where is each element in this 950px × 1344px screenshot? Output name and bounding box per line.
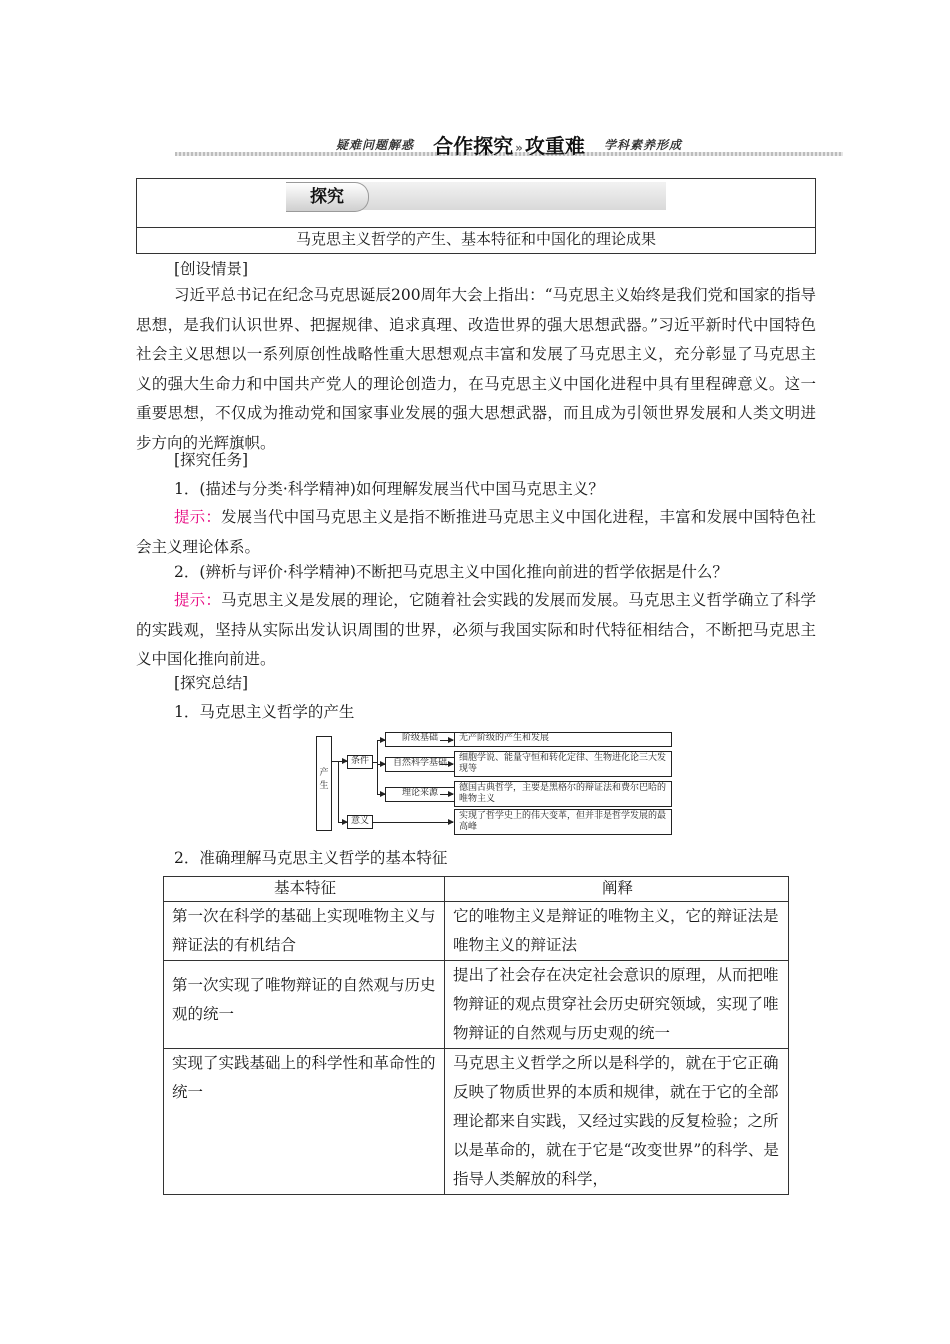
diagram-arrow — [338, 822, 347, 823]
diagram-science-basis-desc: 细胞学说、能量守恒和转化定律、生物进化论三大发现等 — [454, 751, 672, 777]
origin-diagram — [316, 729, 676, 835]
features-table — [163, 876, 789, 1195]
diagram-theory-source-box: 理论来源 — [385, 787, 455, 802]
diagram-theory-source-desc: 德国古典哲学，主要是黑格尔的辩证法和费尔巴哈的唯物主义 — [454, 781, 672, 807]
task-answer-2 — [136, 586, 816, 675]
diagram-meaning-desc: 实现了哲学史上的伟大变革，但并非是哲学发展的最高峰 — [454, 809, 672, 835]
summary-point-2: 2．准确理解马克思主义哲学的基本特征 — [174, 849, 448, 867]
hint-text-2: 马克思主义是发展的理论，它随着社会实践的发展而发展。马克思主义哲学确立了科学的实践观，坚持从实际出发认识周围的世界，必须与我国实际和时代特征相结合，不断把马克思主义中国化推向前进。 — [136, 591, 816, 668]
diagram-meaning-box: 意义 — [347, 815, 373, 829]
diagram-arrow — [377, 764, 385, 765]
diagram-connector — [338, 761, 339, 822]
summary-point-1: 1．马克思主义哲学的产生 — [174, 703, 355, 721]
explore-tab-label: 探究 — [286, 182, 369, 212]
hint-label-1: 提示： — [174, 508, 221, 526]
table-row — [164, 961, 789, 1049]
header-right-text: 学科素养形成 — [603, 138, 682, 152]
table-header-feature: 基本特征 — [164, 877, 445, 902]
explore-tab-bar — [286, 182, 666, 210]
header-title-part-1: 合作探究 — [433, 134, 514, 158]
table-cell-feature: 实现了实践基础上的科学性和革命性的统一 — [164, 1049, 445, 1195]
diagram-class-basis-desc: 无产阶级的产生和发展 — [454, 732, 672, 747]
scenario-label: [创设情景] — [174, 260, 249, 278]
header-left-text: 疑难问题解惑 — [336, 138, 415, 152]
scenario-paragraph: 习近平总书记在纪念马克思诞辰200周年大会上指出：“马克思主义始终是我们党和国家的指导思想，是我们认识世界、把握规律、追求真理、改造世界的强大思想武器。”习近平新时代中国特色社会主义思想以一系列原创性战略性重大思想观点丰富和发展了马克思主义，充分彰显了马克思主义的强大生命力和中国共产党人的理论创造力，在马克思主义中国化进程中具有里程碑意义。这一重要思想，不仅成为推动党和国家事业发展的强大思想武器，而且成为引领世界发展和人类文明进步方向的光辉旗帜。 — [136, 286, 817, 452]
diagram-arrow — [338, 761, 347, 762]
explore-box — [136, 178, 816, 254]
table-cell-explanation: 马克思主义哲学之所以是科学的，就在于它正确反映了物质世界的本质和规律，就在于它的全部理论都来自实践，又经过实践的反复检验；之所以是革命的，就在于它是“改变世界”的科学、是指导人类解放的科学， — [445, 1049, 789, 1195]
tasks-label: [探究任务] — [174, 451, 249, 469]
task-question-2: 2．(辨析与评价·科学精神)不断把马克思主义中国化推向前进的哲学依据是什么？ — [174, 563, 728, 581]
table-row — [164, 1049, 789, 1195]
header-title — [433, 134, 585, 158]
double-chevron-icon: » — [515, 140, 523, 155]
diagram-class-basis-box: 阶级基础 — [385, 732, 455, 747]
diagram-arrow — [373, 822, 453, 823]
table-cell-explanation: 它的唯物主义是辩证的唯物主义，它的辩证法是唯物主义的辩证法 — [445, 902, 789, 961]
diagram-arrow — [440, 764, 453, 765]
hint-text-1: 发展当代中国马克思主义是指不断推进马克思主义中国化进程，丰富和发展中国特色社会主义理论体系。 — [136, 508, 816, 556]
diagram-arrow — [440, 794, 453, 795]
diagram-arrow — [377, 794, 385, 795]
table-cell-feature: 第一次在科学的基础上实现唯物主义与辩证法的有机结合 — [164, 902, 445, 961]
diagram-root-box: 产生 — [316, 736, 332, 831]
summary-label: [探究总结] — [174, 674, 249, 692]
table-header-row — [164, 877, 789, 902]
explore-subtitle: 马克思主义哲学的产生、基本特征和中国化的理论成果 — [295, 230, 656, 248]
hint-label-2: 提示： — [174, 591, 221, 609]
diagram-science-basis-box: 自然科学基础 — [385, 757, 455, 772]
table-cell-feature: 第一次实现了唯物辩证的自然观与历史观的统一 — [164, 961, 445, 1049]
section-header — [175, 128, 843, 162]
diagram-arrow — [377, 740, 385, 741]
table-row — [164, 902, 789, 961]
diagram-condition-box: 条件 — [347, 755, 373, 769]
task-answer-1 — [136, 503, 816, 562]
task-question-1: 1．(描述与分类·科学精神)如何理解发展当代中国马克思主义？ — [174, 480, 604, 498]
diagram-arrow — [440, 740, 453, 741]
table-header-explanation: 阐释 — [445, 877, 789, 902]
table-cell-explanation: 提出了社会存在决定社会意识的原理，从而把唯物辩证的观点贯穿社会历史研究领域，实现了唯物辩证的自然观与历史观的统一 — [445, 961, 789, 1049]
header-title-part-2: 攻重难 — [524, 134, 585, 158]
diagram-connector — [377, 740, 378, 795]
